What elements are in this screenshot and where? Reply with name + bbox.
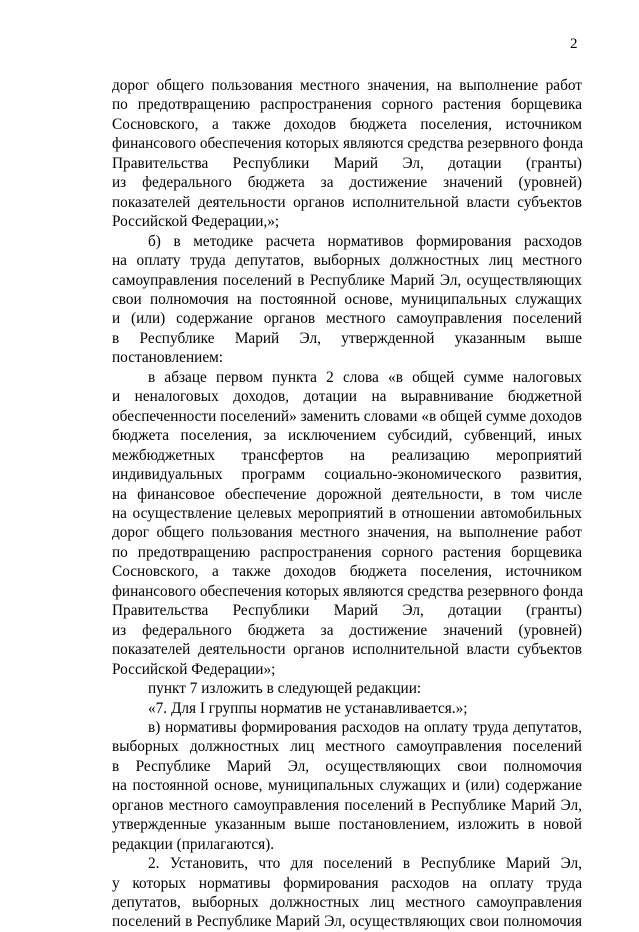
paragraph [112,699,582,718]
text-line: на финансовое обеспечение дорожной деятельности, в том числе [112,485,582,503]
text-line: в абзаце первом пункта 2 слова «в общей сумме налоговых [148,368,582,386]
text-line: дорог общего пользования местного значения, на выполнение работ [112,77,582,94]
text-line: свои полномочия на постоянной основе, муниципальных служащих [112,290,582,308]
text-line: дорог общего пользования местного значения, на выполнение работ [112,524,582,542]
text-line: финансового обеспечения которых являются средства резервного фонда [112,135,584,153]
text-line: и (или) содержание органов местного самоуправления поселений [112,310,582,328]
paragraph [112,679,582,698]
text-line: в) нормативы формирования расходов на оплату труда депутатов, [148,718,582,736]
text-line: депутатов, выборных должностных лиц местного самоуправления [112,894,582,912]
text-line: самоуправления поселений в Республике Марий Эл, осуществляющих [112,271,582,289]
text-line: показателей деятельности органов исполнительной власти субъектов [112,193,582,211]
text-line: бюджета поселения, за исключением субсидий, субвенций, иных [112,427,582,445]
text-line: Сосновского, а также доходов бюджета поселения, источником [112,115,582,133]
text-line: утвержденные указанным выше постановлением, изложить в новой [112,816,582,834]
text-line: 2. Установить, что для поселений в Республике Марий Эл, [148,855,582,873]
document-body [112,76,582,932]
text-line: постановлением: [112,349,224,367]
text-line: Правительства Республики Марий Эл, дотации (гранты) [112,154,582,172]
text-line: в Республике Марий Эл, осуществляющих свои полномочия [112,757,582,775]
text-line: органов местного самоуправления поселений в Республике Марий Эл, [112,796,582,814]
paragraph [112,232,582,368]
text-line: пункт 7 изложить в следующей редакции: [148,680,422,698]
paragraph [112,854,582,932]
text-line: Сосновского, а также доходов бюджета поселения, источником [112,563,582,581]
text-line: Правительства Республики Марий Эл, дотации (гранты) [112,602,582,620]
text-line: у которых нормативы формирования расходов на оплату труда [112,874,582,892]
paragraph [112,718,582,854]
text-line: в Республике Марий Эл, утвержденной указанным выше [112,329,582,347]
text-line: обеспеченности поселений» заменить словами «в общей сумме доходов [112,407,583,425]
text-line: б) в методике расчета нормативов формирования расходов [148,232,582,250]
text-line: межбюджетных трансфертов на реализацию мероприятий [112,446,582,464]
text-line: на постоянной основе, муниципальных служащих и (или) содержание [112,777,582,795]
text-line: и неналоговых доходов, дотации на выравнивание бюджетной [112,388,582,406]
text-line: на оплату труда депутатов, выборных должностных лиц местного [112,252,582,270]
text-line: показателей деятельности органов исполнительной власти субъектов [112,641,582,659]
text-line: по предотвращению распространения сорного растения борщевика [112,543,582,561]
text-line: Российской Федерации,»; [112,213,280,231]
text-line: по предотвращению распространения сорного растения борщевика [112,96,582,114]
text-line: поселений в Республике Марий Эл, осуществляющих свои полномочия [112,913,582,931]
text-line: редакции (прилагаются). [112,835,275,853]
page-number: 2 [570,36,578,52]
text-line: на осуществление целевых мероприятий в отношении автомобильных [112,504,582,522]
text-line: Российской Федерации»; [112,660,276,678]
text-line: «7. Для I группы норматив не устанавливается.»; [148,699,468,717]
paragraph [112,76,582,232]
text-line: из федерального бюджета за достижение значений (уровней) [112,174,582,192]
text-line: выборных должностных лиц местного самоуправления поселений [112,738,582,756]
text-line: из федерального бюджета за достижение значений (уровней) [112,621,582,639]
text-line: индивидуальных программ социально-экономического развития, [112,466,582,484]
paragraph [112,368,582,679]
text-line: финансового обеспечения которых являются средства резервного фонда [112,582,584,600]
